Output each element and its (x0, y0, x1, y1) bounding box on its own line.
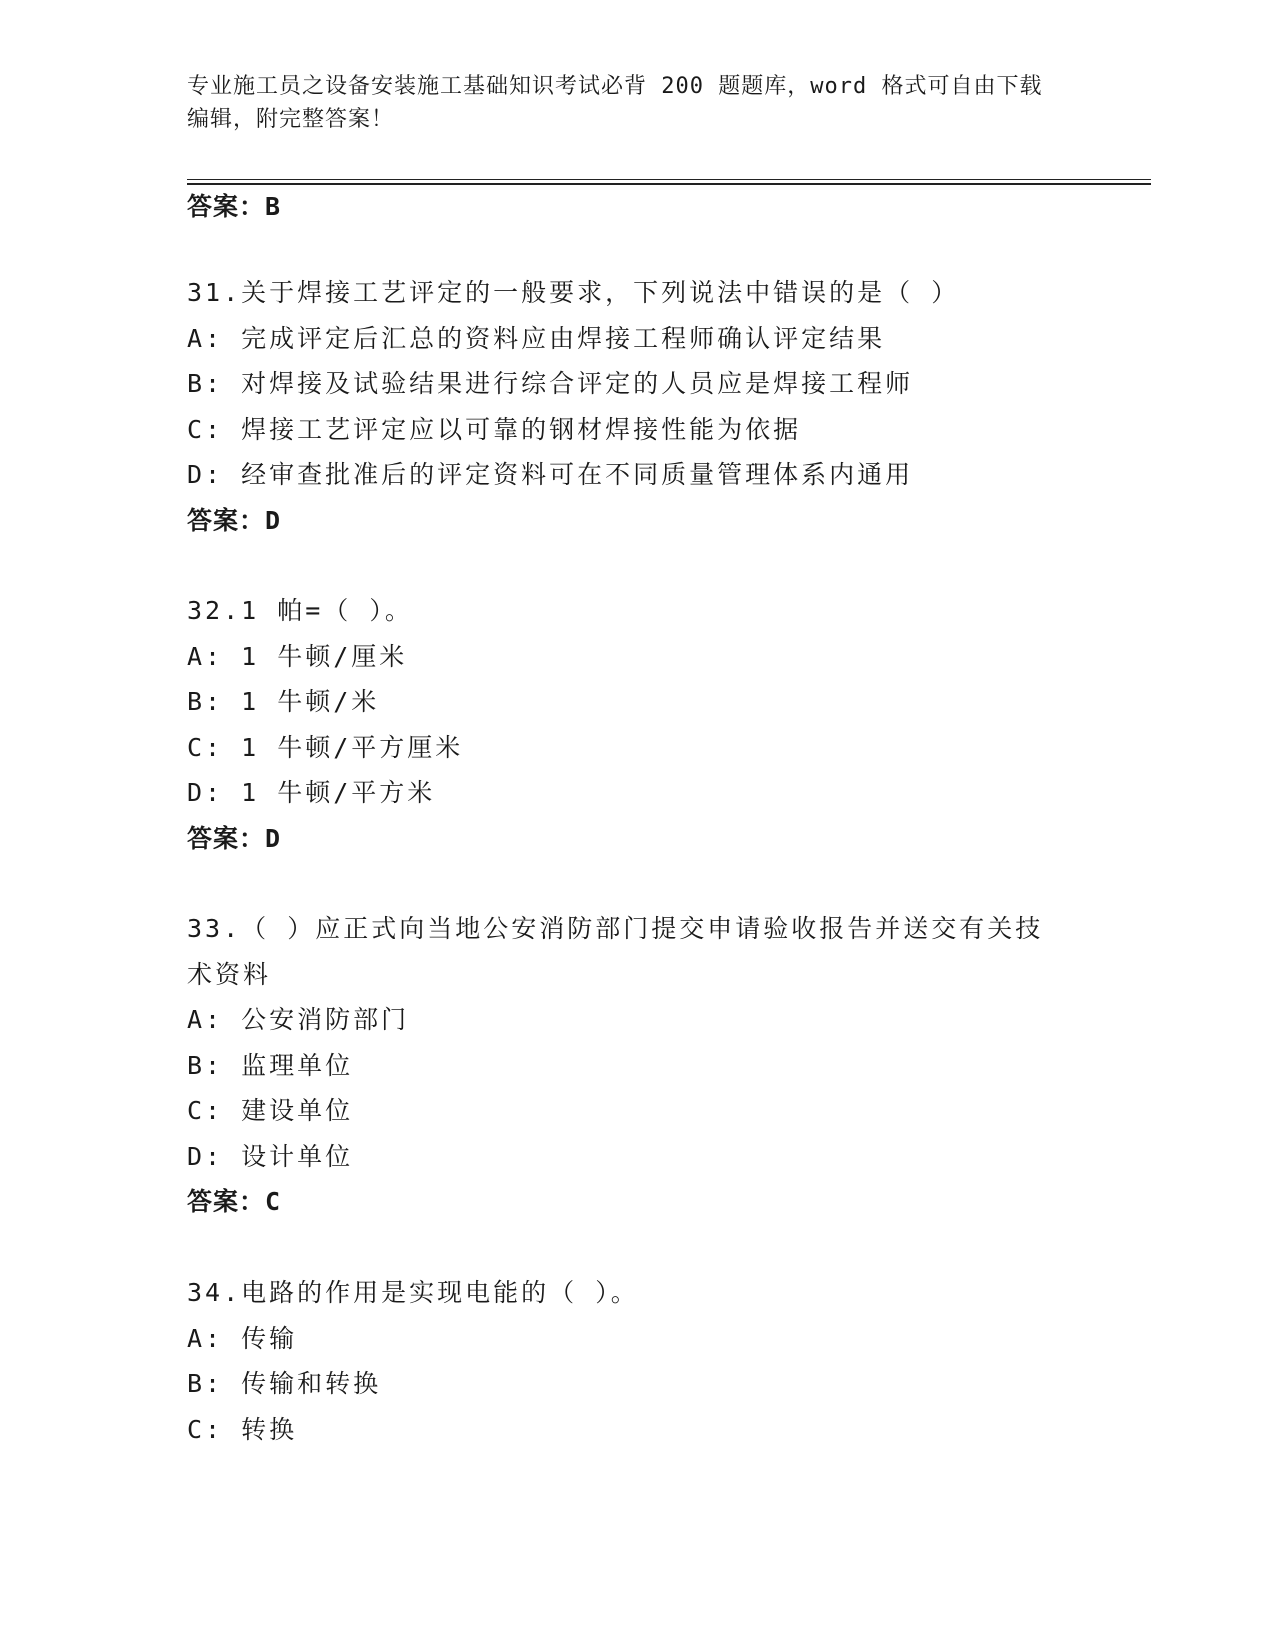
header-divider-thin (187, 179, 1151, 180)
option-a: A: 传输 (187, 1323, 298, 1353)
option-c: C: 1 牛顿/平方厘米 (187, 732, 464, 762)
answer: 答案：D (187, 505, 282, 535)
question-stem: 34.电路的作用是实现电能的（ ）。 (187, 1278, 639, 1307)
option-d: D: 1 牛顿/平方米 (187, 778, 436, 807)
option-b: B: 监理单位 (187, 1050, 354, 1080)
option-c: C: 建设单位 (187, 1096, 354, 1125)
question-31 (187, 270, 1087, 543)
previous-answer: 答案：B (187, 192, 282, 221)
option-d: D: 设计单位 (187, 1141, 354, 1171)
header-line-2: 编辑，附完整答案！ (187, 107, 395, 132)
document-header (187, 70, 1087, 136)
option-b: B: 对焊接及试验结果进行综合评定的人员应是焊接工程师 (187, 369, 914, 398)
question-stem-line-2: 术资料 (187, 959, 272, 989)
option-a: A: 完成评定后汇总的资料应由焊接工程师确认评定结果 (187, 323, 886, 353)
answer: 答案：C (187, 1187, 282, 1216)
header-line-1: 专业施工员之设备安装施工基础知识考试必背 200 题题库，word 格式可自由下载 (187, 74, 1043, 99)
question-stem: 32.1 帕=（ ）。 (187, 596, 413, 625)
option-b: B: 1 牛顿/米 (187, 687, 380, 716)
question-32 (187, 588, 1087, 861)
question-34 (187, 1270, 1087, 1452)
previous-answer-block (187, 184, 1087, 230)
option-d: D: 经审查批准后的评定资料可在不同质量管理体系内通用 (187, 460, 914, 489)
question-33 (187, 906, 1087, 1225)
question-stem: 31.关于焊接工艺评定的一般要求，下列说法中错误的是（ ） (187, 278, 960, 307)
option-a: A: 1 牛顿/厘米 (187, 641, 408, 671)
option-c: C: 转换 (187, 1414, 298, 1444)
answer: 答案：D (187, 823, 282, 853)
question-stem-line-1: 33.（ ）应正式向当地公安消防部门提交申请验收报告并送交有关技 (187, 914, 1044, 943)
option-a: A: 公安消防部门 (187, 1005, 410, 1034)
option-c: C: 焊接工艺评定应以可靠的钢材焊接性能为依据 (187, 414, 802, 444)
option-b: B: 传输和转换 (187, 1369, 382, 1398)
